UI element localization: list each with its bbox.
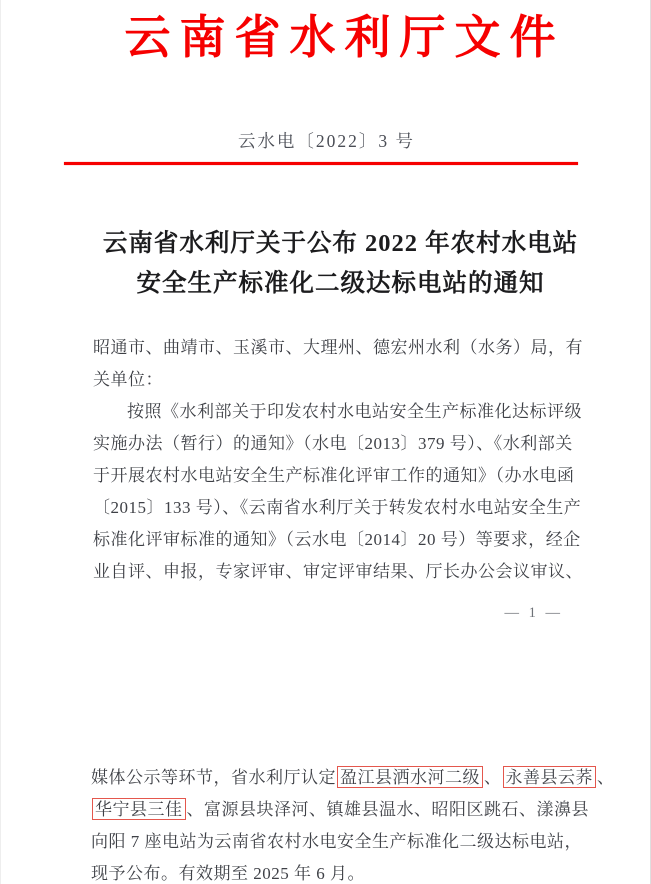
- body-line: 按照《水利部关于印发农村水电站安全生产标准化达标评级: [127, 402, 582, 421]
- red-annotation-box-station-3: 华宁县三佳: [92, 798, 186, 820]
- body-text-segment: 、: [484, 768, 502, 787]
- title-line-1: 云南省水利厅关于公布 2022 年农村水电站: [102, 230, 579, 257]
- addressee-line-2: 关单位：: [93, 370, 163, 389]
- body-line-with-annotations: [91, 762, 615, 794]
- body-line: 〔2015〕133 号）、《云南省水利厅关于转发农村水电站安全生产: [93, 498, 582, 517]
- title-line-2: 安全生产标准化二级达标电站的通知: [136, 270, 545, 297]
- body-line: 现予公布。有效期至 2025 年 6 月。: [91, 864, 365, 883]
- document-number: 云水电〔2022〕3 号: [237, 131, 416, 151]
- body-line: 业自评、申报，专家评审、审定评审结果、厅长办公会议审议、: [93, 562, 583, 581]
- page1-body: [93, 332, 583, 588]
- body-line: 于开展农村水电站安全生产标准化评审工作的通知》（办水电函: [93, 466, 575, 485]
- red-annotation-box-station-2: 永善县云荞: [503, 766, 597, 788]
- body-text-segment: 、: [597, 768, 615, 787]
- red-annotation-box-station-1: 盈江县洒水河二级: [337, 766, 483, 788]
- document-masthead: 云南省水利厅文件: [124, 12, 565, 63]
- red-divider-line: [64, 162, 578, 165]
- body-text-segment: 、富源县块泽河、镇雄县温水、昭阳区跳石、漾濞县: [186, 800, 589, 819]
- body-line: 实施办法（暂行）的通知》（水电〔2013〕379 号）、《水利部关: [93, 434, 573, 453]
- addressee-line-1: 昭通市、曲靖市、玉溪市、大理州、德宏州水利（水务）局，有: [93, 338, 583, 357]
- page2-body: [91, 762, 615, 884]
- page-number: — 1 —: [504, 605, 563, 621]
- body-line: 向阳 7 座电站为云南省农村水电安全生产标准化二级达标电站，: [91, 832, 582, 851]
- document-title: [1, 224, 651, 304]
- body-text-segment: 媒体公示等环节，省水利厅认定: [91, 768, 336, 787]
- body-line-with-annotations: [91, 794, 589, 826]
- body-line: 标准化评审标准的通知》（云水电〔2014〕20 号）等要求，经企: [93, 530, 581, 549]
